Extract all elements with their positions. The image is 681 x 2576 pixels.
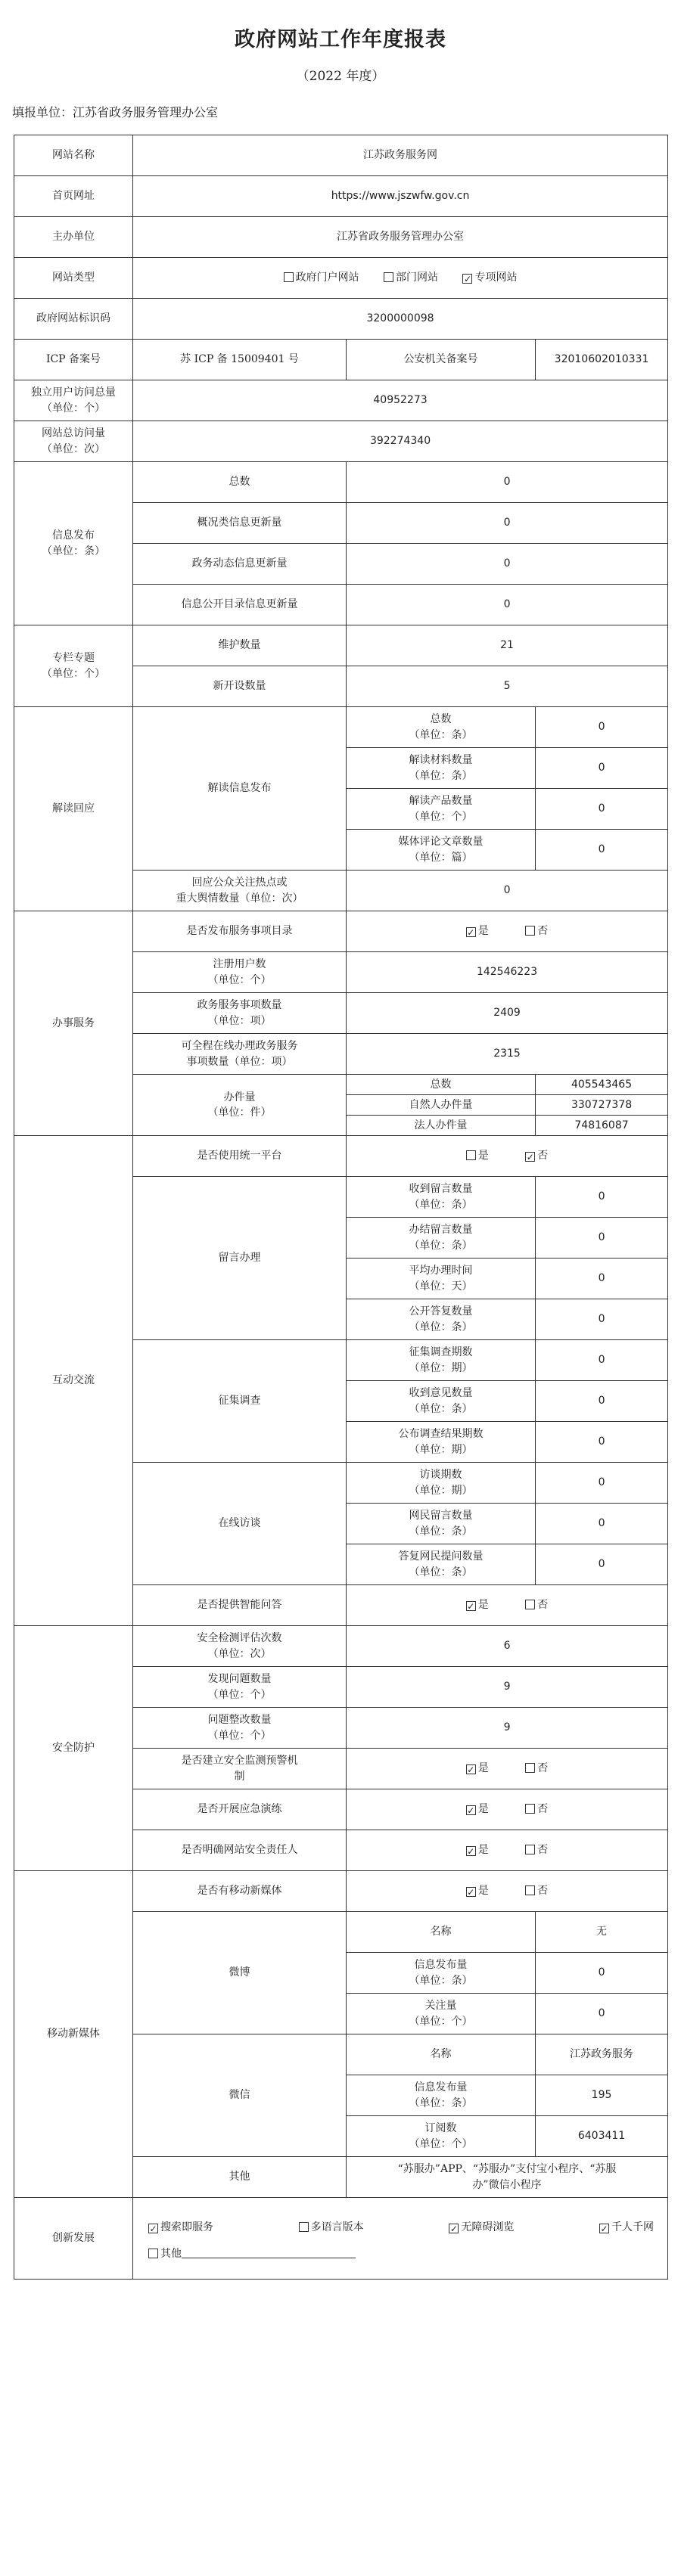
weibo-post-label: 信息发布量 （单位：条） bbox=[347, 1953, 536, 1994]
sec-drill-label: 是否开展应急演练 bbox=[133, 1789, 347, 1830]
type-dept-option: 部门网站 bbox=[384, 272, 438, 284]
survey-count-label: 征集调查期数 （单位：期） bbox=[347, 1340, 536, 1381]
survey-pub-label: 公布调查结果期数 （单位：期） bbox=[347, 1422, 536, 1463]
site-name-label: 网站名称 bbox=[14, 135, 133, 176]
row-site-type bbox=[14, 258, 668, 299]
has-media-label: 是否有移动新媒体 bbox=[133, 1871, 347, 1912]
interp-respond-value: 0 bbox=[347, 871, 668, 911]
wechat-post-value: 195 bbox=[536, 2075, 668, 2116]
filler-unit: 填报单位：江苏省政务服务管理办公室 bbox=[12, 105, 219, 119]
column-section-label: 专栏专题 （单位：个） bbox=[14, 625, 133, 707]
interp-media-label: 媒体评论文章数量 （单位：篇） bbox=[347, 830, 536, 871]
checkbox-icon bbox=[525, 1845, 535, 1854]
report-title: 政府网站工作年度报表 bbox=[235, 28, 446, 51]
sec-monitor-label: 是否建立安全监测预警机 制 bbox=[133, 1749, 347, 1789]
msg-done-label: 办结留言数量 （单位：条） bbox=[347, 1218, 536, 1259]
row-site-name bbox=[14, 135, 668, 176]
column-new-label: 新开设数量 bbox=[133, 666, 347, 707]
talk-ans-value: 0 bbox=[536, 1544, 668, 1585]
innov-other-option: 其他 bbox=[136, 2246, 664, 2261]
survey-count-value: 0 bbox=[536, 1340, 668, 1381]
talk-label: 在线访谈 bbox=[133, 1463, 347, 1585]
wechat-post-label: 信息发布量 （单位：条） bbox=[347, 2075, 536, 2116]
icp-label: ICP 备案号 bbox=[14, 340, 133, 380]
info-public-label: 信息公开目录信息更新量 bbox=[133, 585, 347, 625]
msg-handle-label: 留言办理 bbox=[133, 1177, 347, 1340]
wechat-sub-label: 订阅数 （单位：个） bbox=[347, 2116, 536, 2157]
interp-media-value: 0 bbox=[536, 830, 668, 871]
innovation-options bbox=[133, 2198, 668, 2280]
service-users-label: 注册用户数 （单位：个） bbox=[133, 952, 347, 993]
sec-fix-label: 问题整改数量 （单位：个） bbox=[133, 1708, 347, 1749]
platform-options: 是 ✓ 否 bbox=[347, 1136, 668, 1177]
wechat-sub-value: 6403411 bbox=[536, 2116, 668, 2157]
home-url-value: https://www.jszwfw.gov.cn bbox=[133, 176, 668, 217]
sec-found-value: 9 bbox=[347, 1667, 668, 1708]
talk-msg-label: 网民留言数量 （单位：条） bbox=[347, 1504, 536, 1544]
site-code-label: 政府网站标识码 bbox=[14, 299, 133, 340]
site-type-label: 网站类型 bbox=[14, 258, 133, 299]
type-portal-option: 政府门户网站 bbox=[284, 272, 359, 284]
row-unified-platform bbox=[14, 1136, 668, 1177]
msg-reply-label: 公开答复数量 （单位：条） bbox=[347, 1299, 536, 1340]
handle-legal-label: 法人办件量 bbox=[347, 1116, 536, 1136]
uv-label: 独立用户访问总量 （单位：个） bbox=[14, 380, 133, 421]
info-overview-value: 0 bbox=[347, 503, 668, 544]
column-new-value: 5 bbox=[347, 666, 668, 707]
column-maint-value: 21 bbox=[347, 625, 668, 666]
weibo-name-label: 名称 bbox=[347, 1912, 536, 1953]
row-icp bbox=[14, 340, 668, 380]
info-total-value: 0 bbox=[347, 462, 668, 503]
wechat-name-value: 江苏政务服务 bbox=[536, 2034, 668, 2075]
service-items-value: 2409 bbox=[347, 993, 668, 1034]
weibo-follow-value: 0 bbox=[536, 1994, 668, 2034]
type-special-option: ✓ 专项网站 bbox=[463, 272, 518, 285]
innov-multilang-option: 多语言版本 bbox=[299, 2220, 364, 2235]
checkbox-checked-icon: ✓ bbox=[467, 1805, 475, 1817]
checkbox-icon bbox=[525, 1804, 535, 1814]
survey-label: 征集调查 bbox=[133, 1340, 347, 1463]
checkbox-checked-icon: ✓ bbox=[467, 927, 475, 939]
row-innovation bbox=[14, 2198, 668, 2280]
sec-monitor-options: ✓ 是 否 bbox=[347, 1749, 668, 1789]
report-year: （2022 年度） bbox=[296, 69, 385, 84]
interp-publish-label: 解读信息发布 bbox=[133, 707, 347, 871]
checkbox-icon bbox=[148, 2249, 158, 2258]
handle-total-value: 405543465 bbox=[536, 1075, 668, 1095]
row-has-media bbox=[14, 1871, 668, 1912]
innov-accessible-option: ✓ 无障碍浏览 bbox=[449, 2221, 515, 2235]
checkbox-checked-icon: ✓ bbox=[149, 2224, 157, 2235]
site-code-value: 3200000098 bbox=[133, 299, 668, 340]
site-type-options bbox=[133, 258, 668, 299]
site-name-value: 江苏政务服务网 bbox=[133, 135, 668, 176]
service-catalog-options: ✓ 是 否 bbox=[347, 911, 668, 952]
handle-natural-value: 330727378 bbox=[536, 1095, 668, 1116]
handle-total-label: 总数 bbox=[347, 1075, 536, 1095]
service-section-label: 办事服务 bbox=[14, 911, 133, 1136]
checkbox-icon bbox=[525, 1600, 535, 1609]
info-overview-label: 概况类信息更新量 bbox=[133, 503, 347, 544]
row-page-views bbox=[14, 421, 668, 462]
handle-legal-value: 74816087 bbox=[536, 1116, 668, 1136]
sec-fix-value: 9 bbox=[347, 1708, 668, 1749]
weibo-post-value: 0 bbox=[536, 1953, 668, 1994]
info-affairs-label: 政务动态信息更新量 bbox=[133, 544, 347, 585]
media-other-label: 其他 bbox=[133, 2157, 347, 2198]
sec-check-label: 安全检测评估次数 （单位：次） bbox=[133, 1626, 347, 1667]
interp-material-value: 0 bbox=[536, 748, 668, 789]
has-media-options: ✓ 是 否 bbox=[347, 1871, 668, 1912]
smart-qa-label: 是否提供智能问答 bbox=[133, 1585, 347, 1626]
service-items-label: 政务服务事项数量 （单位：项） bbox=[133, 993, 347, 1034]
row-info-total bbox=[14, 462, 668, 503]
msg-avg-label: 平均办理时间 （单位：天） bbox=[347, 1259, 536, 1299]
checkbox-checked-icon: ✓ bbox=[467, 1764, 475, 1776]
service-online-value: 2315 bbox=[347, 1034, 668, 1075]
media-section-label: 移动新媒体 bbox=[14, 1871, 133, 2198]
interp-total-label: 总数 （单位：条） bbox=[347, 707, 536, 748]
info-affairs-value: 0 bbox=[347, 544, 668, 585]
sec-owner-label: 是否明确网站安全责任人 bbox=[133, 1830, 347, 1871]
checkbox-checked-icon: ✓ bbox=[600, 2224, 608, 2235]
row-service-catalog bbox=[14, 911, 668, 952]
report-table bbox=[14, 135, 668, 2280]
smart-qa-options: ✓ 是 否 bbox=[347, 1585, 668, 1626]
checkbox-icon bbox=[525, 926, 535, 936]
icp-value: 苏 ICP 备 15009401 号 bbox=[133, 340, 347, 380]
checkbox-checked-icon: ✓ bbox=[467, 1887, 475, 1898]
row-unique-visitors bbox=[14, 380, 668, 421]
home-url-label: 首页网址 bbox=[14, 176, 133, 217]
host-org-label: 主办单位 bbox=[14, 217, 133, 258]
interact-section-label: 互动交流 bbox=[14, 1136, 133, 1626]
msg-avg-value: 0 bbox=[536, 1259, 668, 1299]
row-column-maint bbox=[14, 625, 668, 666]
talk-count-label: 访谈期数 （单位：期） bbox=[347, 1463, 536, 1504]
sec-drill-options: ✓ 是 否 bbox=[347, 1789, 668, 1830]
service-handle-label: 办件量 （单位：件） bbox=[133, 1075, 347, 1136]
service-users-value: 142546223 bbox=[347, 952, 668, 993]
handle-natural-label: 自然人办件量 bbox=[347, 1095, 536, 1116]
talk-msg-value: 0 bbox=[536, 1504, 668, 1544]
other-blank-line bbox=[182, 2247, 356, 2258]
checkbox-icon bbox=[299, 2222, 309, 2232]
checkbox-icon bbox=[525, 1885, 535, 1895]
info-section-label: 信息发布 （单位：条） bbox=[14, 462, 133, 625]
row-site-code bbox=[14, 299, 668, 340]
info-total-label: 总数 bbox=[133, 462, 347, 503]
police-value: 32010602010331 bbox=[536, 340, 668, 380]
service-online-label: 可全程在线办理政务服务 事项数量（单位：项） bbox=[133, 1034, 347, 1075]
checkbox-checked-icon: ✓ bbox=[463, 274, 471, 285]
checkbox-icon bbox=[284, 272, 294, 282]
uv-value: 40952273 bbox=[133, 380, 668, 421]
innovation-section-label: 创新发展 bbox=[14, 2198, 133, 2280]
interp-respond-label: 回应公众关注热点或 重大舆情数量（单位：次） bbox=[133, 871, 347, 911]
checkbox-checked-icon: ✓ bbox=[526, 1152, 534, 1163]
row-sec-check bbox=[14, 1626, 668, 1667]
wechat-label: 微信 bbox=[133, 2034, 347, 2157]
interp-product-value: 0 bbox=[536, 789, 668, 830]
column-maint-label: 维护数量 bbox=[133, 625, 347, 666]
innov-personal-option: ✓ 千人千网 bbox=[600, 2221, 655, 2235]
msg-reply-value: 0 bbox=[536, 1299, 668, 1340]
checkbox-icon bbox=[466, 1150, 476, 1160]
pv-label: 网站总访问量 （单位：次） bbox=[14, 421, 133, 462]
sec-found-label: 发现问题数量 （单位：个） bbox=[133, 1667, 347, 1708]
checkbox-checked-icon: ✓ bbox=[467, 1601, 475, 1612]
platform-label: 是否使用统一平台 bbox=[133, 1136, 347, 1177]
innov-search-option: ✓ 搜索即服务 bbox=[149, 2221, 213, 2235]
interp-total-value: 0 bbox=[536, 707, 668, 748]
msg-done-value: 0 bbox=[536, 1218, 668, 1259]
security-section-label: 安全防护 bbox=[14, 1626, 133, 1871]
msg-recv-value: 0 bbox=[536, 1177, 668, 1218]
weibo-follow-label: 关注量 （单位：个） bbox=[347, 1994, 536, 2034]
checkbox-checked-icon: ✓ bbox=[467, 1846, 475, 1858]
row-home-url bbox=[14, 176, 668, 217]
service-catalog-label: 是否发布服务事项目录 bbox=[133, 911, 347, 952]
survey-recv-label: 收到意见数量 （单位：条） bbox=[347, 1381, 536, 1422]
checkbox-icon bbox=[384, 272, 393, 282]
info-public-value: 0 bbox=[347, 585, 668, 625]
talk-ans-label: 答复网民提问数量 （单位：条） bbox=[347, 1544, 536, 1585]
survey-pub-value: 0 bbox=[536, 1422, 668, 1463]
sec-check-value: 6 bbox=[347, 1626, 668, 1667]
survey-recv-value: 0 bbox=[536, 1381, 668, 1422]
msg-recv-label: 收到留言数量 （单位：条） bbox=[347, 1177, 536, 1218]
weibo-name-value: 无 bbox=[536, 1912, 668, 1953]
weibo-label: 微博 bbox=[133, 1912, 347, 2034]
row-interp-total bbox=[14, 707, 668, 748]
interp-product-label: 解读产品数量 （单位：个） bbox=[347, 789, 536, 830]
row-host-org bbox=[14, 217, 668, 258]
pv-value: 392274340 bbox=[133, 421, 668, 462]
checkbox-icon bbox=[525, 1763, 535, 1773]
police-label: 公安机关备案号 bbox=[347, 340, 536, 380]
talk-count-value: 0 bbox=[536, 1463, 668, 1504]
host-org-value: 江苏省政务服务管理办公室 bbox=[133, 217, 668, 258]
wechat-name-label: 名称 bbox=[347, 2034, 536, 2075]
media-other-value: “苏服办”APP、“苏服办”支付宝小程序、“苏服 办”微信小程序 bbox=[347, 2157, 668, 2198]
sec-owner-options: ✓ 是 否 bbox=[347, 1830, 668, 1871]
interp-section-label: 解读回应 bbox=[14, 707, 133, 911]
interp-material-label: 解读材料数量 （单位：条） bbox=[347, 748, 536, 789]
checkbox-checked-icon: ✓ bbox=[449, 2224, 458, 2235]
